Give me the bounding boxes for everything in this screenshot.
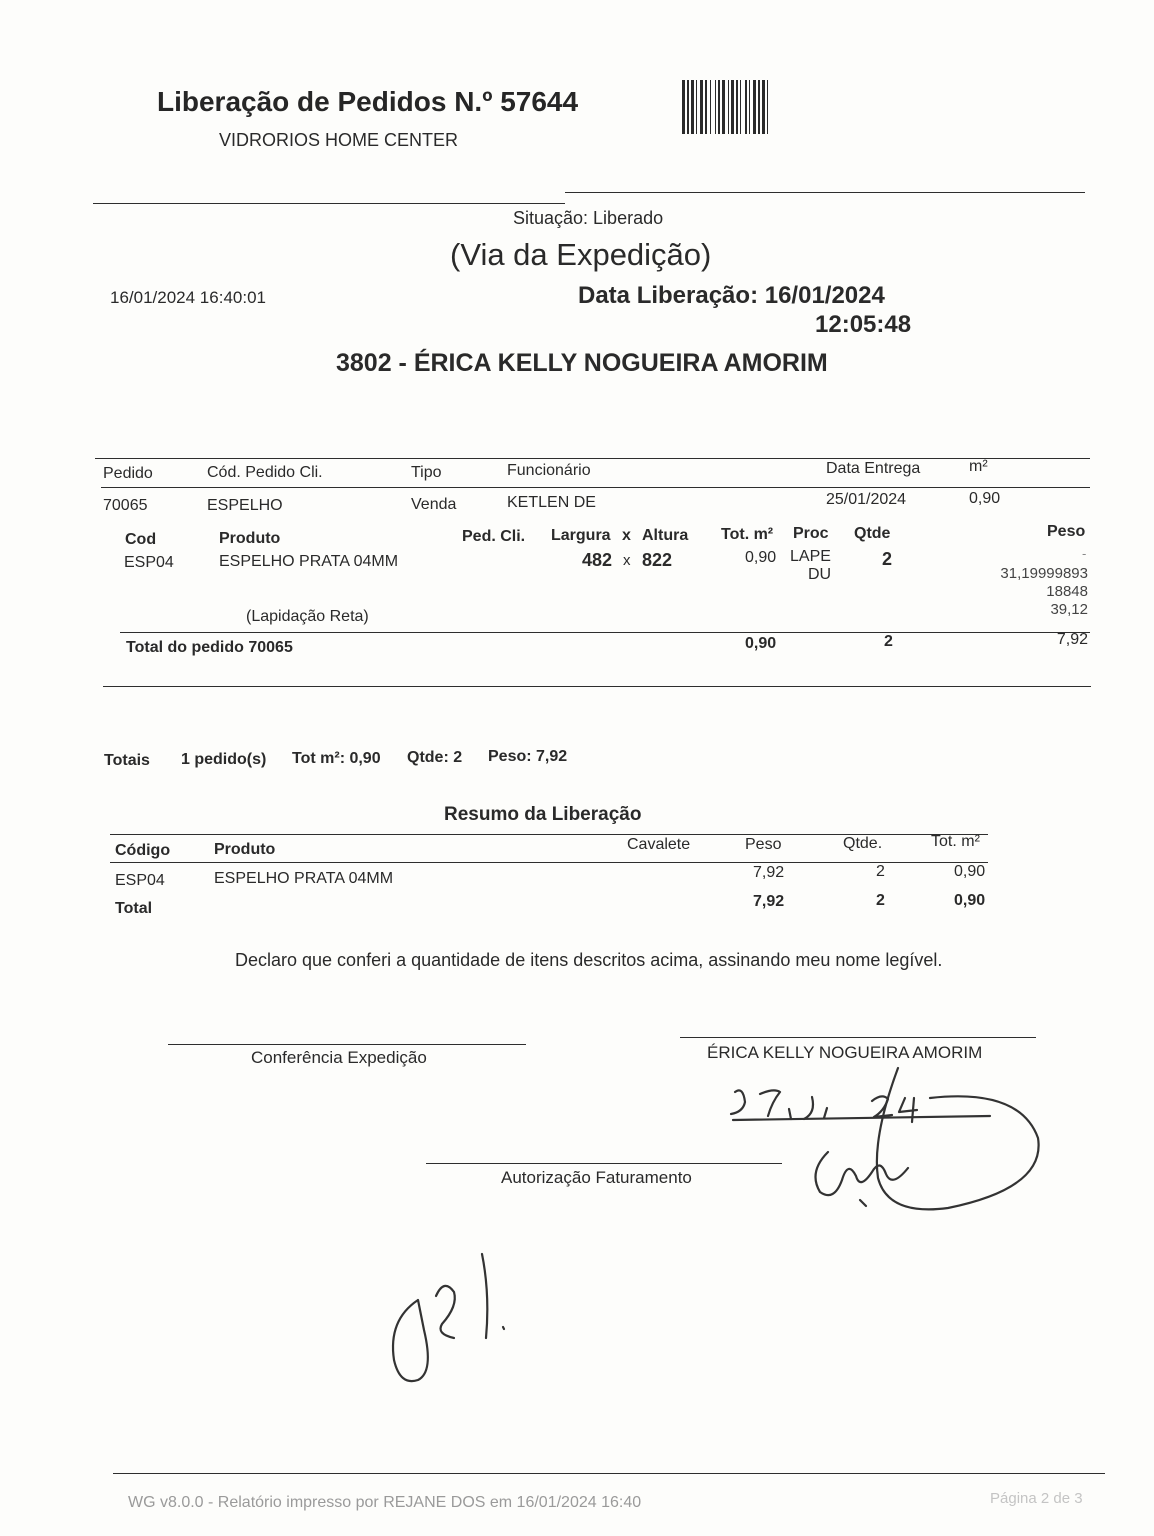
resumo-title: Resumo da Liberação xyxy=(444,804,642,825)
handwritten-date xyxy=(731,1068,1039,1209)
item-qtde: 2 xyxy=(882,549,893,569)
item-peso-1: 31,19999893 xyxy=(1000,565,1088,582)
pedido-numero: 70065 xyxy=(103,497,148,514)
handwritten-mark xyxy=(393,1254,504,1381)
item-proc-1: LAPE xyxy=(790,548,831,565)
col-header-cod-pedido-cli: Cód. Pedido Cli. xyxy=(207,464,323,481)
col-header-m2: m² xyxy=(969,458,988,475)
situacao: Situação: Liberado xyxy=(513,208,664,228)
footer-rule xyxy=(113,1473,1105,1474)
data-liberacao: Data Liberação: 16/01/2024 xyxy=(578,282,885,309)
resumo-col-qtde: Qtde. xyxy=(843,835,883,852)
resumo-row-produto: ESPELHO PRATA 04MM xyxy=(214,870,394,887)
item-cod: ESP04 xyxy=(124,554,174,571)
resumo-row-peso: 7,92 xyxy=(753,864,785,881)
resumo-row-codigo: ESP04 xyxy=(115,872,165,889)
col-header-qtde: Qtde xyxy=(854,525,891,542)
resumo-row-tot-m2: 0,90 xyxy=(954,863,986,880)
item-peso-3: 39,12 xyxy=(1050,601,1088,618)
cliente-nome: 3802 - ÉRICA KELLY NOGUEIRA AMORIM xyxy=(336,349,828,377)
cliente-signature-label: ÉRICA KELLY NOGUEIRA AMORIM xyxy=(707,1043,983,1062)
pedido-funcionario: KETLEN DE xyxy=(507,494,596,511)
total-pedido-m2: 0,90 xyxy=(745,635,777,652)
col-header-peso: Peso xyxy=(1047,523,1086,540)
item-proc-2: DU xyxy=(808,566,832,583)
print-datetime: 16/01/2024 16:40:01 xyxy=(110,288,266,307)
col-header-x: x xyxy=(622,527,631,544)
col-header-tot-m2: Tot. m² xyxy=(721,526,774,543)
col-header-funcionario: Funcionário xyxy=(507,462,591,479)
item-x: x xyxy=(623,552,631,569)
document-title: Liberação de Pedidos N.º 57644 xyxy=(157,86,579,117)
resumo-total-qtde: 2 xyxy=(876,892,885,909)
pedido-cod-cli: ESPELHO xyxy=(207,497,283,514)
hora-liberacao: 12:05:48 xyxy=(815,311,912,338)
item-peso-2: 18848 xyxy=(1046,583,1088,600)
resumo-col-produto: Produto xyxy=(214,841,276,858)
resumo-col-cavalete: Cavalete xyxy=(627,836,691,853)
item-altura: 822 xyxy=(642,550,673,570)
totais-pedidos: 1 pedido(s) xyxy=(181,751,267,768)
footer-page: Página 2 de 3 xyxy=(990,1490,1083,1507)
pedido-data-entrega: 25/01/2024 xyxy=(826,491,907,508)
totais-label: Totais xyxy=(104,752,150,769)
resumo-col-codigo: Código xyxy=(115,842,171,859)
totais-peso: Peso: 7,92 xyxy=(488,748,568,765)
totais-qtde: Qtde: 2 xyxy=(407,749,463,766)
autorizacao-label: Autorização Faturamento xyxy=(501,1168,692,1187)
total-pedido-label: Total do pedido 70065 xyxy=(126,639,293,656)
resumo-row-qtde: 2 xyxy=(876,863,885,880)
resumo-total-peso: 7,92 xyxy=(753,893,785,910)
item-processo: (Lapidação Reta) xyxy=(246,608,369,625)
col-header-altura: Altura xyxy=(642,527,689,544)
totais-tot-m2: Tot m²: 0,90 xyxy=(292,750,381,767)
resumo-col-tot-m2: Tot. m² xyxy=(931,833,980,850)
col-header-pedido: Pedido xyxy=(103,465,153,482)
col-header-cod: Cod xyxy=(125,531,157,548)
item-peso-dash: - xyxy=(1082,546,1087,561)
pedido-tipo: Venda xyxy=(411,496,457,513)
item-largura: 482 xyxy=(582,550,613,570)
via-expedicao: (Via da Expedição) xyxy=(450,237,712,272)
resumo-total-label: Total xyxy=(115,900,153,917)
col-header-produto: Produto xyxy=(219,530,281,547)
conferencia-label: Conferência Expedição xyxy=(251,1048,427,1067)
item-produto: ESPELHO PRATA 04MM xyxy=(219,553,399,570)
total-pedido-qtde: 2 xyxy=(884,633,893,650)
pedido-m2: 0,90 xyxy=(969,490,1001,507)
company-name: VIDRORIOS HOME CENTER xyxy=(219,130,459,150)
item-tot-m2: 0,90 xyxy=(745,549,777,566)
resumo-total-tot-m2: 0,90 xyxy=(954,892,986,909)
col-header-largura: Largura xyxy=(551,527,611,544)
col-header-ped-cli: Ped. Cli. xyxy=(462,528,526,545)
declaracao: Declaro que conferi a quantidade de itens descritos acima, assinando meu nome legível. xyxy=(235,950,943,970)
col-header-tipo: Tipo xyxy=(411,464,442,481)
footer-left: WG v8.0.0 - Relatório impresso por REJANE DOS em 16/01/2024 16:40 xyxy=(128,1494,642,1511)
col-header-proc: Proc xyxy=(793,525,829,542)
resumo-col-peso: Peso xyxy=(745,836,782,853)
col-header-data-entrega: Data Entrega xyxy=(826,460,921,477)
total-pedido-peso: 7,92 xyxy=(1056,631,1088,648)
